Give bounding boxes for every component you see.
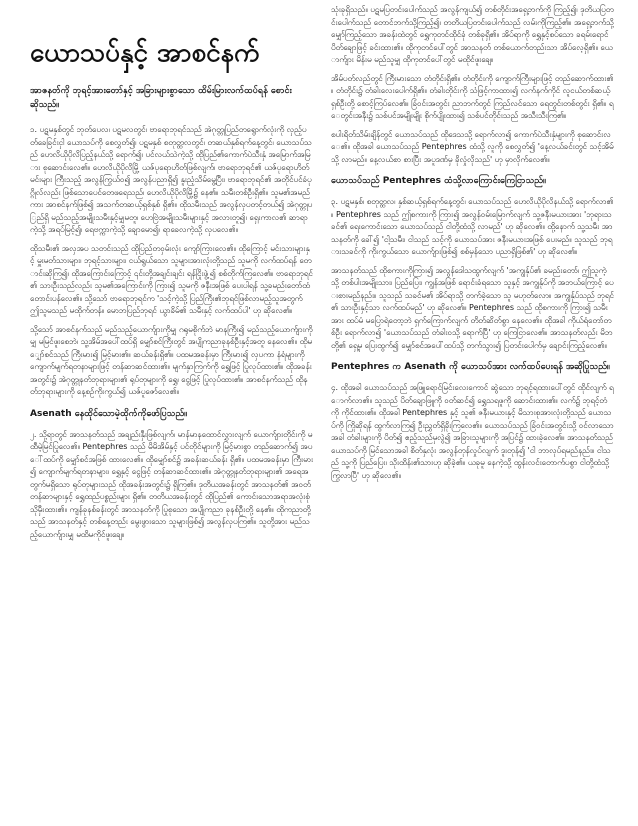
paragraph: ၃. ပဋမနှစ်၊ စတုတ္ထလ၊ နှစ်ဆယ့်ရှစ်ရက်နေ့တွင်၊ ယောသပ်သည် ဟေလိယိုပိုလိနယ်သို့ ရောက်လာ၏။ Pentephres သည် ဤစကားကို ကြား၍ အလွန်ဝမ်းမြောက်လျက် သူ့ဇနီးမယားအား 'ဘုရားသခင်၏ ရေးကောင်းသော ယောသပ်သည် ငါတို့ထံသို့ လာမည်' ဟု ဆိုလေ၏။ ထို့နောက် သူ့သမီး အာသနတ်ကို ခေါ်၍ 'ငါ့သမီး၊ ငါသည် သင့်ကို ယောသပ်အား ဇနီးမယားအဖြစ် ပေးမည်။ သူသည် ဘုရားသခင်ကို ကိုးကွယ်သော ယောက်ျားဖြစ်၍ စစ်မှန်သော ပညာရှိဖြစ်၏' ဟု ဆိုလေ၏။ [331, 197, 614, 256]
page-title: ယောသပ်နှင့် အာစင်နက် [30, 38, 260, 68]
paragraph: သို့သော် အာစင်နက်သည် မည်သည့်ယောက်ျားကိုမျှ ဂရုမစိုက်ဘဲ မာနကြီး၍ မည်သည့်ယောက်ျားကိုမျှ မမြင်ဖူးစေဘဲ၊ သူ့အိမ်အပေါ်ထပ်ရှိ မျှော်စင်ကြီးတွင် အပျိုကညာခုနစ်ဦးနှင့်အတူ နေလေ၏။ ထိုမျှော်စင်သည် ကြီးမား၍ မြင့်မား၏။ ဆယ်ခန်းရှိ၏။ ပထမအခန်းမှာ ကြီးမား၍ လှပကာ နံရံများကို ကျောက်မျက်ရတနာများဖြင့် တန်ဆာဆင်ထား၏။ မျက်နှာကြက်ကို ရွှေဖြင့် ပြုလုပ်ထား၏။ ထိုအခန်းအတွင်း၌ အဲဂုတ္တုနတ်ဘုရားများ၏ ရုပ်တုများကို ရွှေ၊ ငွေဖြင့် ပြုလုပ်ထား၏။ အာစင်နက်သည် ထိုနတ်ဘုရားများကို နေ့စဉ်ကိုးကွယ်၍ ယဇ်ပူဇော်လေ၏။ [30, 324, 313, 396]
section-heading: ယောသပ်သည် Pentephres ထံသို့လာကြောင်းကြေငြာသည်။ [331, 176, 546, 186]
paragraph: ၄. ထိုအခါ ယောသပ်သည် အဖြူရောင်မြင်းလေးကောင် ဆွဲသော ဘုရင့်ရထားပေါ်တွင် ထိုင်လျက် ရောက်လာ၏။ သူသည် ပိတ်ချောဖြူကို ဝတ်ဆင်၍ ရွှေသရဖူကို ဆောင်းထား၏။ လက်၌ ဘုရင့်တံကို ကိုင်ထား၏။ ထိုအခါ Pentephres နှင့် သူ၏ ဇနီးမယားနှင့် မိသားစုအားလုံးတို့သည် ယောသပ်ကို ကြိုဆိုရန် ထွက်လာကြ၍ ဦးညွှတ်ရှိခိုးကြလေ၏။ ယောသပ်သည် ခြံဝင်းအတွင်းသို့ ဝင်လာသောအခါ တံခါးများကို ပိတ်၍ ဧည့်သည်မှလွဲ၍ အခြားသူများကို အပြင်၌ ထားခဲ့လေ၏။ အာသနတ်သည် ယောသပ်ကို မြင်သောအခါ စိတ်နှလုံး အလွန်တုန်လှုပ်လျက် ဒူးတုန်၍ 'ငါ ဘာလုပ်ရမည်နည်း။ ငါသည် သူ့ကို ပြည်ပြေး၊ သိုးထိန်း၏သားဟု ဆိုခဲ့၏။ ယခုမူ နေကဲ့သို့ ထွန်းလင်းတောက်ပစွာ ငါတို့ထံသို့ ကြွလာပြီ' ဟု ဆိုလေ၏။ [331, 383, 614, 480]
paragraph: ၁. ပဋမနှစ်တွင် ဘုတ်ပေလ၊ ပဋမလတွင်၊ ဗာရောဘုရင်သည် အဲဂုတ္တုပြည်တရွောက်လုံးကို လှည့်ပတ်ခေခြင်းငှါ ယောသပ်ကို စေလွှတ်၍၊ ပဋမနှစ် စတုတ္ထလတွင်၊ တဆယ်နှစ်ရက်နေ့တွင်၊ ယောသပ်သည် ဟေလိယိုပိုလိပြည့်နယ်သို့ ရောက်၍၊ ပင်လယ်သဲကဲ့သို့ ထိုပြည်၏ကောက်ပဲသီးနှံ အမြောက်အမြား စုဆောင်းလေ၏။ ဟေလိယိုပိုလိမြို့ ယဇ်ပုရောဟိတ်ဖြစ်လျက်၊ ဗာရောဘုရင်၏ ယဇ်ပုရောဟိတ်မင်းများ ကြီးသည့် အလွန်ကြွယ်ဝ၍ အလွန်ပညာရှိ၍ နူးညံ့သိမ်မွေ့ပြီး၊ ဗာရောဘုရင်၏ အတိုင်ပင်ခံပုဂ္ဂိုလ်လည်း ဖြစ်သောပေင်တေဖရေသည်၊ ဟေလိယိုပိုလိမြို့၌ နေ၏။ သမီးတစ်ဦးရှိ၏။ သူမ၏အမည်ကား အာစင်နက်ဖြစ်၍ အသက်တဆယ့်ရှစ်နှစ် ရှိ၏။ ထိုသမီးသည် အလွန်လှပတင့်တယ်၍ အဲဂုတ္တုပြည်ရှိ မည်သည့်အမျိုးသမီးနှင့်မျှမတူ၊ ဟေဗြဲအမျိုးသမီးများနှင့် အလားတူ၍၊ ရှေးကာလ၏ ဆာရာကဲ့သို့ အရပ်မြင့်၍၊ ရေဗက္ကာကဲ့သို့ ချောမော၍၊ ရာခေလကဲ့သို့ လှပလေ၏။ [30, 125, 313, 234]
paragraph: ထိုသမီး၏ အလှအပ သတင်းသည် ထိုပြည်တဝှမ်းလုံး ကျော်ကြားလေ၏။ ထိုကြောင့် မင်းသားများနှင့် မှူးမတ်သားများ၊ ဘုရင့်သားများ၊ ငယ်ရွယ်သော သူများအားလုံးတို့သည် သူမကို လက်ထပ်ရန် တောင်းဆိုကြ၍၊ ထိုအကြောင်းကြောင့် ၎င်းတို့အချင်းချင်း ရန်ငြိုးဖွဲ့၍ စစ်တိုက်ကြလေ၏။ ဗာရောဘုရင်၏ သားဦးသည်လည်း သူမ၏အကြောင်းကို ကြား၍ သူမကို ဇနီးအဖြစ် ပေးပါရန် သူ့ခမည်းတော်ထံ တောင်းပန်လေ၏။ သို့သော် ဗာရောဘုရင်က 'သင့်ကဲ့သို့ ပြည်ကြီး၏ဘုရင်ဖြစ်လာမည့်သူအတွက် ဤသူမသည် မထိုက်တန်။ မောဘပြည်ဘုရင် ယွာခိမ်၏ သမီးနှင့် လက်ထပ်ပါ' ဟု ဆိုလေ၏။ [30, 243, 313, 315]
paragraph: သုံးခုရှိသည်။ ပဋမပြတင်းပေါက်သည် အလွန်ကျယ်၍ တစ်တိုင်းအရှေ့ဘက်ကို ကြည့်၍၊ ဒုတိယပြတင်းပေါက်သည် တောင်ဘက်သို့ကြည့်၍၊ တတိယပြတင်းပေါက်သည် လမ်းကိုကြည့်၏။ အရှေ့ဘက်သို့ မျှော်ကြည့်သော အခန်းထဲတွင် ရွှေကုတင်ထိုင်ခုံ တစ်ခုရှိ၏။ အိပ်ရာကို ရွှေနှင့်စပ်သော ခရမ်းရောင် ပိတ်ချောဖြင့် ခင်းထား၏။ ထိုကုတင်ပေါ်တွင် အာသနတ် တစ်ယောက်တည်းသာ အိပ်လေ့ရှိ၏။ ယောက်ျား မိန်းမ မည်သူမျှ ထိုကုတင်ပေါ်တွင် မထိုင်ဖူးချေ။ [331, 5, 614, 64]
paragraph: အာသနတ်သည် ထိုစကားကိုကြား၍ အလွန်ဒေါသထွက်လျက် 'အကျွန်ုပ်၏ ခမည်းတော်၊ ဤသူကဲ့သို့ တစ်ပါးအမျိုးသား၊ ပြည်ပြေး၊ ကျွန်အဖြစ် ရောင်းခံရသော သူနှင့် အကျွန်ုပ်ကို အဘယ်ကြောင့် ပေးစားမည်နည်း။ သူသည် သခင်မ၏ အိပ်ရာသို့ တက်ခဲ့သော သူ မဟုတ်လော။ အကျွန်ုပ်သည် ဘုရင်၏ သားဦးနှင့်သာ လက်ထပ်မည်' ဟု ဆိုလေ၏။ Pentephres သည် ထိုစကားကို ကြား၍ သမီးအား ထပ်မံ မပြောရဲတော့ဘဲ ရှက်ကြောက်လျက် တိတ်ဆိတ်စွာ နေလေ၏။ ထိုအခါ ကိုယ်ရံတော်တစ်ဦး ရောက်လာ၍ 'ယောသပ်သည် တံခါးဝသို့ ရောက်ပြီ' ဟု ကြေငြာလေ၏။ အာသနတ်လည်း မိဘတို့၏ ရှေ့မှ ပြေးထွက်၍ မျှော်စင်အပေါ်ထပ်သို့ တက်သွား၍ ပြတင်းပေါက်မှ ချောင်းကြည့်လေ၏။ [331, 265, 614, 350]
right-column [331, 0, 614, 826]
section-heading: Asenath နေထိုင်သောမဲ့ထိုက်ကိုဖော်ပြသည်။ [30, 408, 187, 419]
paragraph: အိမ်ပတ်လည်တွင် ကြီးမားသော တံတိုင်းရှိ၏။ တံတိုင်းကို ကျောက်ကြီးများဖြင့် တည်ဆောက်ထား၏။ တံတိုင်း၌ တံခါးလေးပေါက်ရှိ၏။ တံခါးတိုင်းကို သံဖြင့်ကာထား၍ လက်နက်ကိုင် လူငယ်တစ်ဆယ့်ရှစ်ဦးတို့ စောင့်ကြပ်လေ၏။ ခြံဝင်းအတွင်း ညာဘက်တွင် ကြည်လင်သော ရေတွင်းတစ်တွင်း ရှိ၏။ ရေတွင်းအနီး၌ သစ်ပင်အမျိုးမျိုး စိုက်ပျိုးထား၍ သစ်ပင်တိုင်းသည် အသီးသီးကြ၏။ [331, 73, 614, 120]
left-column [30, 0, 313, 826]
paragraph: စပါးရိတ်သိမ်းချိန်တွင် ယောသပ်သည် ထိုဒေသသို့ ရောက်လာ၍ ကောက်ပဲသီးနှံများကို စုဆောင်းလေ၏။ ထိုအခါ ယောသပ်သည် Pentephres ထံသို့ လူကို စေလွှတ်၍ 'နေ့လယ်ခင်းတွင် သင့်အိမ်သို့ လာမည်။ နေ့လယ်စာ စားပြီး အပူဒဏ်မှ ခိုလှုံလိုသည်' ဟု မှာလိုက်လေ၏။ [331, 129, 614, 164]
section-heading: Pentephres က Asenath ကို ယောသပ်အား လက်ထပ်ပေးရန် အဆိုပြုသည်။ [331, 362, 610, 372]
paragraph: ၂. သို့ရာတွင် အာသနတ်သည် အချည်းနှီးဖြစ်လျက်၊ မာန်မာနထောင်လွှားလျက် ယောက်ျားတိုင်းကို မထီမဲ့မြင်ပြုလေ၏။ Pentephres သည် မိမိအိမ်နှင့် ပင်တိုင်များကို မြင့်မားစွာ တည်ဆောက်၍ အပေါ်ထပ်ကို မျှော်စင်အဖြစ် ထားလေ၏။ ထိုမျှော်စင်၌ အခန်းဆယ်ခန်း ရှိ၏။ ပထမအခန်းမှာ ကြီးမား၍ ကျောက်မျက်ရတနာများ၊ ရွှေနှင့် ငွေဖြင့် တန်ဆာဆင်ထား၏။ အဲဂုတ္တုနတ်ဘုရားများ၏ အရေအတွက်မရှိသော ရုပ်တုများသည် ထိုအခန်းအတွင်း၌ ရှိကြ၏။ ဒုတိယအခန်းတွင် အာသနတ်၏ အဝတ်တန်ဆာများနှင့် ရွှေထည်ပစ္စည်းများ ရှိ၏။ တတိယအခန်းတွင် ထိုပြည်၏ ကောင်းသောအရာအလုံးစုံ သိုမှီးထား၏။ ကျန်ခုနစ်ခန်းတွင် အာသနတ်ကို ပြုစုသော အပျိုကညာ ခုနစ်ဦးတို့ နေ၏။ ထိုကညာတို့သည် အာသနတ်နှင့် တစ်နေ့တည်း မွေးဖွားသော သူများဖြစ်၍ အလွန်လှပကြ၏။ သူတို့အား မည်သည့်ယောက်ျားမျှ မထိမကိုင်ဖူးချေ။ [30, 429, 313, 539]
article-subtitle: အာဇနတ်ကို ဘုရင့်အားတော်နှင့် အခြားများစွာသော ထိမ်းမြားလက်ထပ်ရန် စောင်းဆိုသည်။ [30, 86, 292, 110]
page [30, 0, 614, 826]
